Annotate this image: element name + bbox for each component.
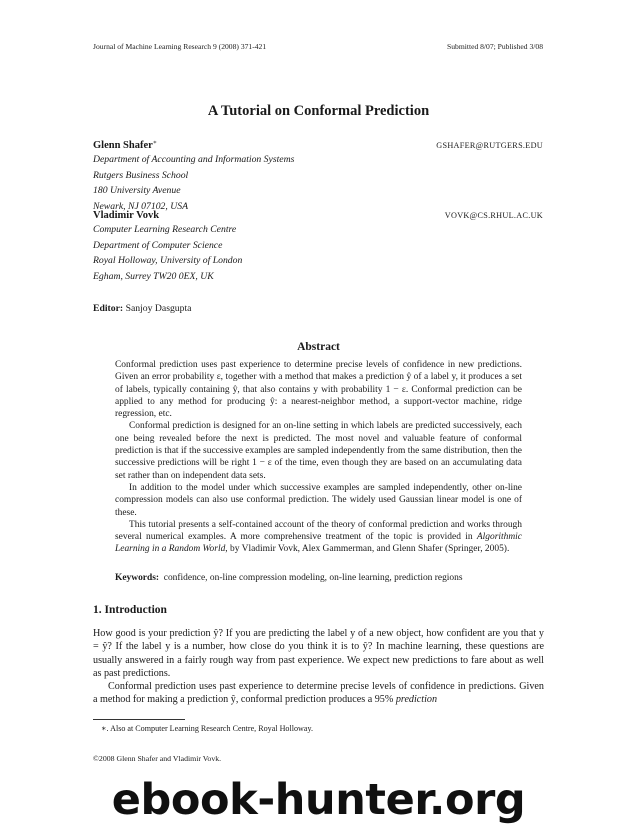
author-affiliation-1 bbox=[93, 152, 294, 214]
author-affiliation-2 bbox=[93, 222, 242, 284]
affiliation-line: Department of Computer Science bbox=[93, 239, 223, 251]
affiliation-line: Department of Accounting and Information Systems bbox=[93, 154, 295, 165]
abstract-body bbox=[115, 359, 522, 556]
affiliation-line: Rutgers Business School bbox=[93, 169, 189, 181]
abstract-paragraph: In addition to the model under which successive examples are sampled independently, other on-line compression models can also use conformal prediction. The widely used Gaussian linear model is one of these. bbox=[115, 482, 522, 518]
book-title: Algorithmic Learning in a Random World bbox=[115, 532, 522, 555]
affiliation-line: Computer Learning Research Centre bbox=[93, 224, 237, 235]
footnote-rule bbox=[93, 719, 185, 720]
body-paragraph: Conformal prediction uses past experience to determine precise levels of confidence in predictions. Given a method for making a prediction ŷ, conformal prediction produces a 95% prediction bbox=[93, 681, 544, 706]
editor-line: Editor: Sanjoy Dasgupta bbox=[93, 303, 192, 314]
author-email-2[interactable]: VOVK@CS.RHUL.AC.UK bbox=[444, 211, 543, 220]
keywords-line: Keywords: confidence, on-line compression modeling, on-line learning, prediction regions bbox=[115, 573, 463, 583]
watermark: ebook-hunter.org bbox=[111, 775, 526, 825]
section-body bbox=[93, 627, 544, 707]
abstract-paragraph: Conformal prediction uses past experience to determine precise levels of confidence in new predictions. Given an error probability ε, together with a method that makes a prediction ŷ of a label y, it produces a set of labels, typically containing ŷ, that also contains y with probability 1 − ε. Conformal prediction can be applied to any method for producing ŷ: a nearest-neighbor method, a support-vector machine, ridge regression, etc. bbox=[115, 360, 522, 420]
affiliation-line: Royal Holloway, University of London bbox=[93, 255, 243, 266]
affiliation-line: 180 University Avenue bbox=[93, 185, 181, 196]
body-paragraph: How good is your prediction ŷ? If you are predicting the label y of a new object, how confident are you that y = ŷ? If the label y is a number, how close do you think it is to ŷ? In machine learning, these questions are usually answered in a fairly rough way from past experience. We expect new predictions to fare about as well as past predictions. bbox=[93, 628, 544, 679]
section-heading: 1. Introduction bbox=[93, 604, 167, 616]
footnote-marker: ∗ bbox=[152, 140, 157, 146]
author-email-1[interactable]: GSHAFER@RUTGERS.EDU bbox=[436, 141, 543, 150]
abstract-paragraph: This tutorial presents a self-contained account of the theory of conformal prediction and works through several numerical examples. A more comprehensive treatment of the topic is provided in Algorithmic Learning in a Random World, by Vladimir Vovk, Alex Gammerman, and Glenn Shafer (Springer, 2005). bbox=[115, 519, 522, 555]
affiliation-line: Egham, Surrey TW20 0EX, UK bbox=[93, 270, 214, 282]
abstract-paragraph: Conformal prediction is designed for an on-line setting in which labels are predicted successively, each one being revealed before the next is predicted. The most novel and valuable feature of conformal prediction is that if the successive examples are sampled independently from the same distribution, then the successive predictions will be right 1 − ε of the time, even though they are based on an accumulating data set rather than on independent data sets. bbox=[115, 421, 522, 481]
author-name-2: Vladimir Vovk bbox=[93, 210, 160, 221]
journal-header: Journal of Machine Learning Research 9 (2008) 371-421 bbox=[93, 42, 267, 51]
submission-dates: Submitted 8/07; Published 3/08 bbox=[447, 42, 543, 51]
paper-title: A Tutorial on Conformal Prediction bbox=[207, 103, 430, 119]
author-name-1: Glenn Shafer∗ bbox=[93, 140, 157, 151]
affiliation-line: Newark, NJ 07102, USA bbox=[93, 200, 188, 212]
copyright-notice: ©2008 Glenn Shafer and Vladimir Vovk. bbox=[93, 754, 222, 763]
footnote: ∗. Also at Computer Learning Research Centre, Royal Holloway. bbox=[101, 724, 313, 733]
abstract-heading: Abstract bbox=[297, 341, 340, 353]
